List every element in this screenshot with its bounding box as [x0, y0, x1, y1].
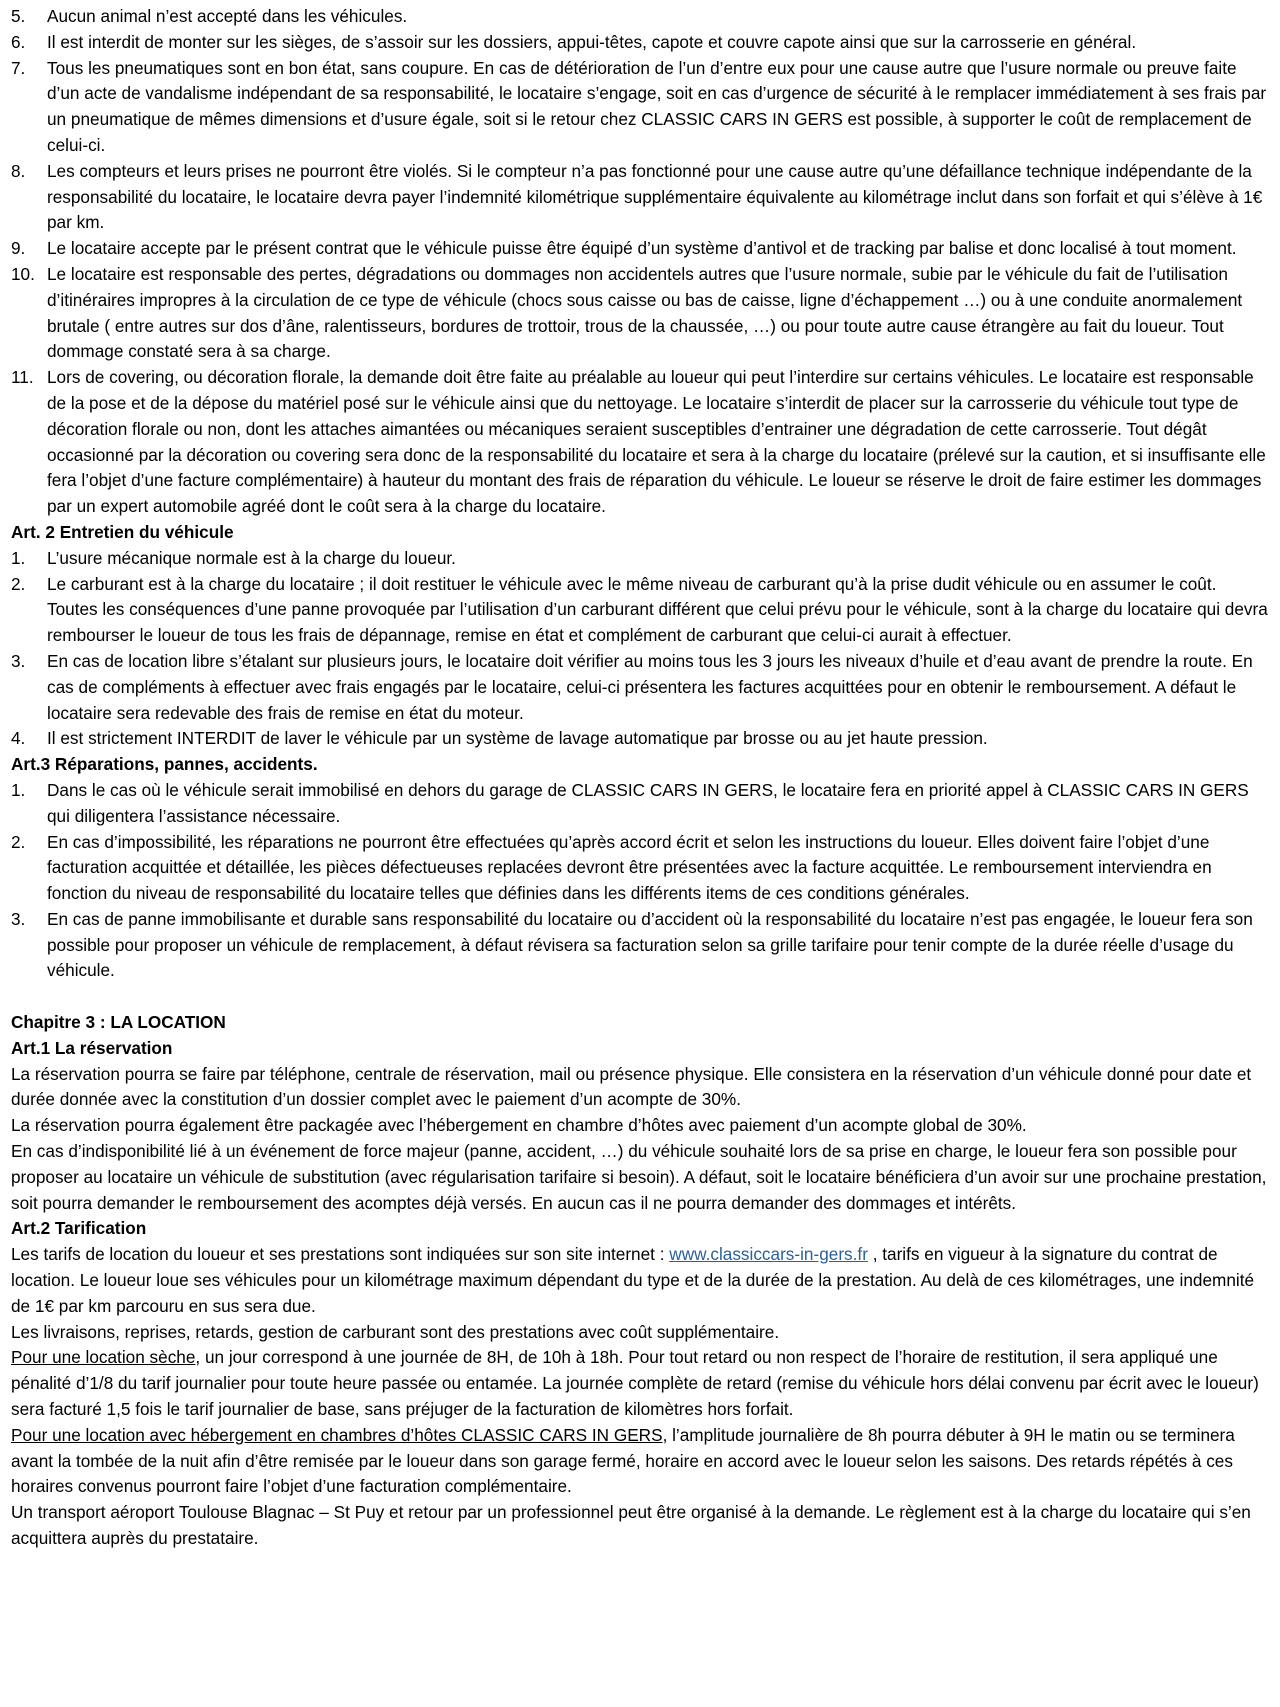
paragraph	[11, 1242, 1275, 1319]
list-item	[11, 30, 1275, 56]
item-number: 1.	[11, 547, 26, 568]
item-text: Tous les pneumatiques sont en bon état, sans coupure. En cas de détérioration de l’un d’entre eux pour une cause autre que l’usure normale ou preuve faite d’un acte de vandalisme indépendant de sa responsabilité, le locataire s’engage, soit en cas d’urgence de sécurité à le remplacer immédiatement à ses frais par un pneumatique de mêmes dimensions et d’usure égale, soit si le retour chez CLASSIC CARS IN GERS est possible, à supporter le coût de remplacement de celui-ci.	[47, 57, 1267, 155]
website-link[interactable]: www.classiccars-in-gers.fr	[669, 1244, 868, 1265]
item-number: 1.	[11, 779, 26, 800]
section-heading-reservation: Art.1 La réservation	[11, 1037, 173, 1058]
section-heading-art3: Art.3 Réparations, pannes, accidents.	[11, 754, 318, 775]
list-chapter2-art1-items	[11, 4, 1275, 520]
item-text: En cas de panne immobilisante et durable sans responsabilité du locataire ou d’accident où la responsabilité du locataire n’est pas engagée, le loueur fera son possible pour proposer un véhicule de remplacement, à défaut révisera sa facturation selon sa grille tarifaire pour tenir compte de la durée réelle d’usage du véhicule.	[47, 908, 1253, 981]
paragraph: Les livraisons, reprises, retards, gestion de carburant sont des prestations avec coût supplémentaire.	[11, 1321, 780, 1342]
blank-line	[11, 984, 1275, 1010]
chapter-heading: Chapitre 3 : LA LOCATION	[11, 1012, 226, 1033]
list-item	[11, 649, 1275, 726]
document-page	[11, 4, 1275, 1552]
list-item	[11, 726, 1275, 752]
list-item	[11, 907, 1275, 984]
item-number: 3.	[11, 908, 26, 929]
paragraph: En cas d’indisponibilité lié à un événement de force majeur (panne, accident, …) du véhicule souhaité lors de sa prise en charge, le loueur fera son possible pour proposer au locataire un véhicule de substitution (avec régularisation tarifaire si besoin). A défaut, soit le locataire bénéficiera d’un avoir sur une prochaine prestation, soit pourra demander le remboursement des acomptes déjà versés. En aucun cas il ne pourra demander des dommages et intérêts.	[11, 1141, 1267, 1213]
item-text: Les compteurs et leurs prises ne pourront être violés. Si le compteur n’a pas fonctionné pour une cause autre qu’une défaillance technique indépendante de la responsabilité du locataire, le locataire devra payer l’indemnité kilométrique supplémentaire équivalente au kilométrage inclut dans son forfait et qui s’élève à 1€ par km.	[47, 160, 1263, 233]
item-number: 11.	[11, 367, 34, 388]
section-heading-art2: Art. 2 Entretien du véhicule	[11, 521, 234, 542]
item-text: Le carburant est à la charge du locataire ; il doit restituer le véhicule avec le même niveau de carburant qu’à la prise dudit véhicule ou en assumer le coût. Toutes les conséquences d’une panne provoquée par l’utilisation d’un carburant différent que celui prévu pour le véhicule, sont à la charge du locataire qui devra rembourser le loueur de tous les frais de dépannage, remise en état et complément de carburant que celui-ci aurait à effectuer.	[47, 573, 1268, 646]
list-item	[11, 546, 1275, 572]
list-item	[11, 572, 1275, 649]
item-number: 6.	[11, 31, 26, 52]
item-text: Aucun animal n’est accepté dans les véhicules.	[47, 6, 408, 26]
paragraph	[11, 1423, 1275, 1500]
list-item	[11, 56, 1275, 159]
list-art3-items	[11, 778, 1275, 984]
item-number: 2.	[11, 831, 26, 852]
item-number: 3.	[11, 650, 26, 671]
paragraph: La réservation pourra se faire par téléphone, centrale de réservation, mail ou présence physique. Elle consistera en la réservation d’un véhicule donné pour date et durée donnée avec la constitution d’un dossier complet avec le paiement d’un acompte de 30%.	[11, 1063, 1252, 1110]
list-art2-items	[11, 546, 1275, 752]
item-text: Lors de covering, ou décoration florale, la demande doit être faite au préalable au loueur qui peut l’interdire sur certains véhicules. Le locataire est responsable de la pose et de la dépose du matériel posé sur le véhicule ainsi que du nettoyage. Le locataire s’interdit de placer sur la carrosserie du véhicule tout type de décoration florale ou non, dont les attaches aimantées ou mécaniques seraient susceptibles d’entrainer une dégradation de cette carrosserie. Tout dégât occasionné par la décoration ou covering sera donc de la responsabilité du locataire et sera à la charge du locataire (prélevé sur la caution, et si insuffisante elle fera l’objet d’une facture complémentaire) à hauteur du montant des frais de réparation du véhicule. Le loueur se réserve le droit de faire estimer les dommages par un expert automobile agréé dont le coût sera à la charge du locataire.	[47, 367, 1266, 517]
item-text: En cas de location libre s’étalant sur plusieurs jours, le locataire doit vérifier au moins tous les 3 jours les niveaux d’huile et d’eau avant de prendre la route. En cas de compléments à effectuer avec frais engagés par le locataire, celui-ci présentera les factures acquittées pour en obtenir le remboursement. A défaut le locataire sera redevable des frais de remise en état du moteur.	[47, 650, 1253, 723]
item-text: En cas d’impossibilité, les réparations ne pourront être effectuées qu’après accord écrit et selon les instructions du loueur. Elles doivent faire l’objet d’une facturation acquittée et détaillée, les pièces défectueuses replacées devront être présentées avec la facture acquittée. Le remboursement interviendra en fonction du niveau de responsabilité du locataire telles que définies dans les différents items de ces conditions générales.	[47, 831, 1212, 904]
list-item	[11, 236, 1275, 262]
item-number: 10.	[11, 263, 35, 284]
list-item	[11, 4, 1275, 30]
list-item	[11, 778, 1275, 830]
item-number: 2.	[11, 573, 26, 594]
item-text: Il est strictement INTERDIT de laver le véhicule par un système de lavage automatique par brosse ou au jet haute pression.	[47, 728, 988, 749]
item-text: L’usure mécanique normale est à la charge du loueur.	[47, 547, 456, 568]
paragraph: La réservation pourra également être packagée avec l’hébergement en chambre d’hôtes avec paiement d’un acompte global de 30%.	[11, 1115, 1027, 1136]
paragraph-text: , un jour correspond à une journée de 8H, de 10h à 18h. Pour tout retard ou non respect de l’horaire de restitution, il sera appliqué une pénalité d’1/8 du tarif journalier pour toute heure passée ou entamée. La journée complète de retard (remise du véhicule hors délai convenu par écrit avec le loueur) sera facturé 1,5 fois le tarif journalier de base, sans préjuger de la facturation de kilomètres hors forfait.	[11, 1347, 1259, 1420]
paragraph-text: Les tarifs de location du loueur et ses prestations sont indiquées sur son site internet :	[11, 1244, 670, 1265]
item-number: 5.	[11, 6, 26, 26]
item-text: Il est interdit de monter sur les sièges, de s’assoir sur les dossiers, appui-têtes, capote et couvre capote ainsi que sur la carrosserie en général.	[47, 31, 1137, 52]
item-number: 4.	[11, 728, 26, 749]
item-text: Le locataire accepte par le présent contrat que le véhicule puisse être équipé d’un système d’antivol et de tracking par balise et donc localisé à tout moment.	[47, 238, 1237, 259]
list-item	[11, 365, 1275, 520]
item-text: Dans le cas où le véhicule serait immobilisé en dehors du garage de CLASSIC CARS IN GERS, le locataire fera en priorité appel à CLASSIC CARS IN GERS qui diligentera l’assistance nécessaire.	[47, 779, 1249, 826]
list-item	[11, 159, 1275, 236]
item-text: Le locataire est responsable des pertes, dégradations ou dommages non accidentels autres que l’usure normale, subie par le véhicule du fait de l’utilisation d’itinéraires impropres à la circulation de ce type de véhicule (chocs sous caisse ou bas de caisse, ligne d’échappement …) ou à une conduite anormalement brutale ( entre autres sur dos d’âne, ralentisseurs, bordures de trottoir, trous de la chaussée, …) ou pour toute autre cause étrangère au fait du loueur. Tout dommage constaté sera à sa charge.	[47, 263, 1243, 362]
paragraph	[11, 1345, 1275, 1422]
item-number: 8.	[11, 160, 26, 181]
paragraph-text: , l’amplitude journalière de 8h pourra débuter à 9H le matin ou se terminera avant la tombée de la nuit afin d’être remisée par le loueur dans son garage fermé, horaire en accord avec le loueur selon les saisons. Des retards répétés à ces horaires convenus pourront faire l’objet d’une facturation complémentaire.	[11, 1424, 1235, 1497]
item-number: 9.	[11, 238, 26, 259]
list-item	[11, 262, 1275, 365]
underlined-phrase: Pour une location sèche	[11, 1347, 196, 1368]
item-number: 7.	[11, 57, 26, 78]
underlined-phrase: Pour une location avec hébergement en chambres d’hôtes CLASSIC CARS IN GERS	[11, 1424, 663, 1445]
paragraph: Un transport aéroport Toulouse Blagnac – St Puy et retour par un professionnel peut être organisé à la demande. Le règlement est à la charge du locataire qui s’en acquittera auprès du prestataire.	[11, 1502, 1251, 1549]
list-item	[11, 830, 1275, 907]
section-heading-tarification: Art.2 Tarification	[11, 1218, 147, 1239]
paragraph-text: , tarifs en vigueur à la signature du contrat de location. Le loueur loue ses véhicules pour un kilométrage maximum dépendant du type et de la durée de la prestation. Au delà de ces kilométrages, une indemnité de 1€ par km parcouru en sus sera due.	[11, 1244, 1255, 1316]
